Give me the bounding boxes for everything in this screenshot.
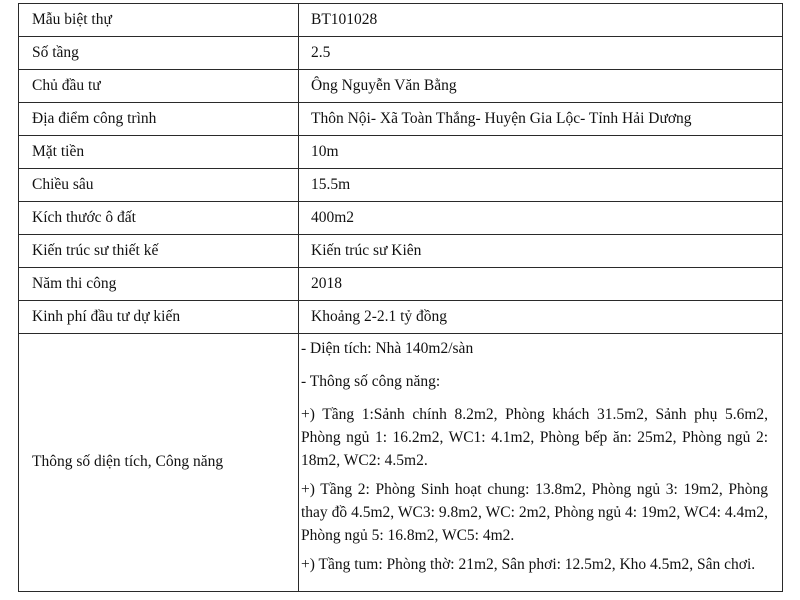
- table-row: [19, 136, 783, 169]
- table-row: [19, 202, 783, 235]
- row-value: 10m: [299, 136, 783, 169]
- row-label: Kinh phí đầu tư dự kiến: [19, 301, 299, 334]
- row-value: Thôn Nội- Xã Toàn Thắng- Huyện Gia Lộc- Tỉnh Hải Dương: [299, 103, 783, 136]
- table-row: [19, 70, 783, 103]
- table-row: [19, 37, 783, 70]
- row-label: Mẫu biệt thự: [19, 4, 299, 37]
- floor-roof-details: +) Tầng tum: Phòng thờ: 21m2, Sân phơi: 12.5m2, Kho 4.5m2, Sân chơi.: [301, 556, 756, 573]
- function-heading: - Thông số công năng:: [301, 373, 441, 390]
- table-row: [19, 4, 783, 37]
- row-value: Khoảng 2-2.1 tỷ đồng: [299, 301, 783, 334]
- row-label: Địa điểm công trình: [19, 103, 299, 136]
- table-row: [19, 301, 783, 334]
- floor-2-details: +) Tầng 2: Phòng Sinh hoạt chung: 13.8m2, Phòng ngủ 3: 19m2, Phòng thay đồ 4.5m2, WC3: 9.8m2, WC: 2m2, Phòng ngủ 4: 19m2, WC4: 4.4m2, Phòng ngủ 5: 16.8m2, WC5: 4m2.: [301, 481, 768, 544]
- row-value: Kiến trúc sư Kiên: [299, 235, 783, 268]
- row-label: Chiều sâu: [19, 169, 299, 202]
- table-row: [19, 169, 783, 202]
- table-row: [19, 103, 783, 136]
- row-value: 15.5m: [299, 169, 783, 202]
- table-row: [19, 235, 783, 268]
- row-value: 2.5: [299, 37, 783, 70]
- function-details-content: [301, 334, 768, 591]
- function-label: Thông số diện tích, Công năng: [19, 334, 299, 592]
- function-details: [299, 334, 783, 592]
- house-spec-table: [18, 3, 783, 592]
- row-label: Chủ đầu tư: [19, 70, 299, 103]
- row-label: Kích thước ô đất: [19, 202, 299, 235]
- row-value: Ông Nguyễn Văn Bằng: [299, 70, 783, 103]
- area-line: - Diện tích: Nhà 140m2/sàn: [301, 340, 474, 357]
- row-value: BT101028: [299, 4, 783, 37]
- floor-1-details: +) Tầng 1:Sảnh chính 8.2m2, Phòng khách 31.5m2, Sảnh phụ 5.6m2, Phòng ngủ 1: 16.2m2, WC1: 4.1m2, Phòng bếp ăn: 25m2, Phòng ngủ 2: 18m2, WC2: 4.5m2.: [301, 406, 768, 469]
- table-row: [19, 268, 783, 301]
- row-label: Năm thi công: [19, 268, 299, 301]
- row-label: Mặt tiền: [19, 136, 299, 169]
- table-row-function: [19, 334, 783, 592]
- row-value: 2018: [299, 268, 783, 301]
- row-label: Kiến trúc sư thiết kế: [19, 235, 299, 268]
- row-label: Số tầng: [19, 37, 299, 70]
- row-value: 400m2: [299, 202, 783, 235]
